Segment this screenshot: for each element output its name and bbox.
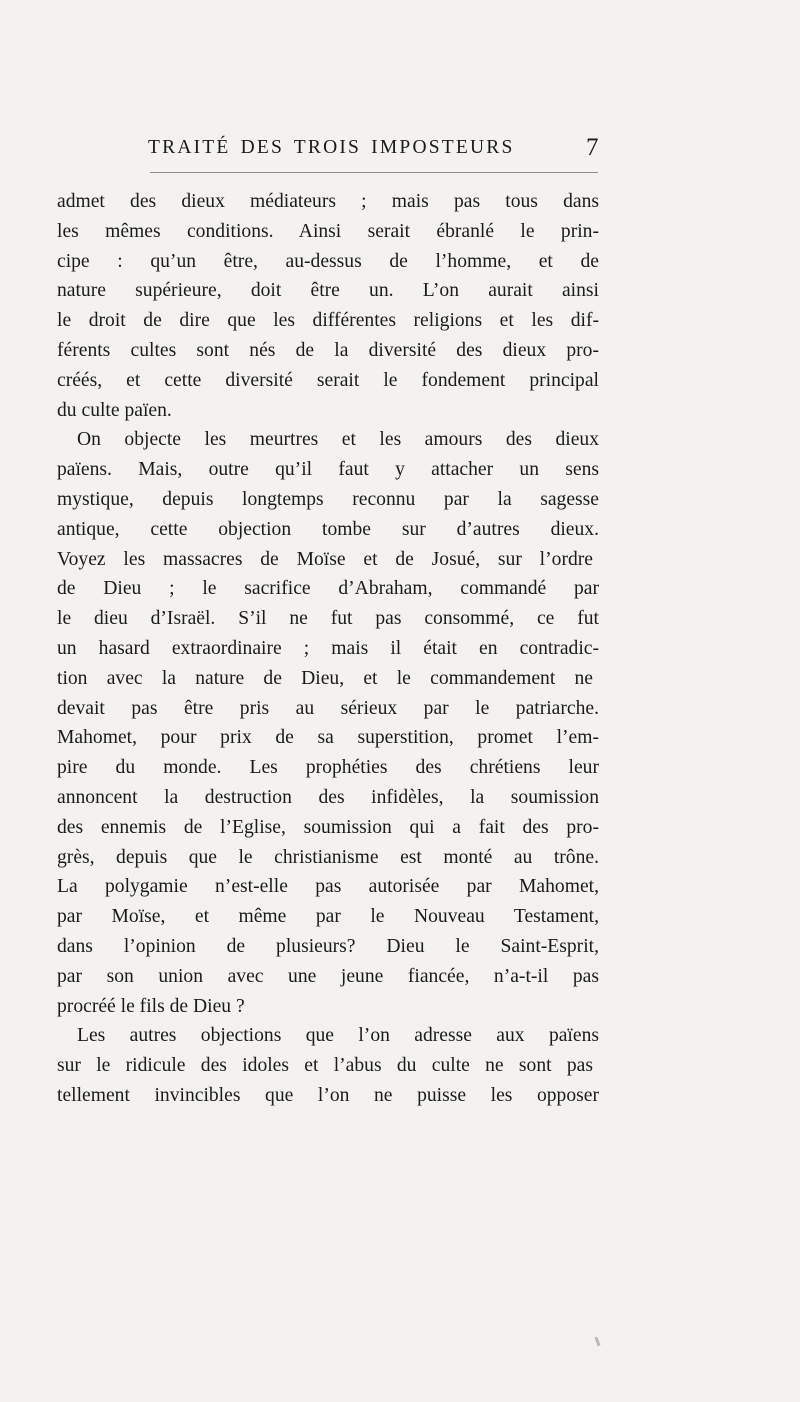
text-line: grès, depuis que le christianisme est monté au trône. <box>57 846 599 868</box>
text-line: créés, et cette diversité serait le fondement principal <box>57 369 599 391</box>
text-line: païens. Mais, outre qu’il faut y attacher un sens <box>57 459 599 481</box>
text-line: admet des dieux médiateurs ; mais pas tous dans <box>57 191 599 212</box>
text-line: Voyez les massacres de Moïse et de Josué, sur l’ordre <box>57 548 593 570</box>
stray-ink-mark <box>595 1337 601 1346</box>
text-line: procréé le fils de Dieu ? <box>57 995 245 1017</box>
page-number: 7 <box>586 134 599 161</box>
text-line: tion avec la nature de Dieu, et le commandement ne <box>57 667 593 689</box>
header-rule <box>150 172 598 173</box>
text-line: antique, cette objection tombe sur d’autres dieux. <box>57 518 599 540</box>
text-line: par Moïse, et même par le Nouveau Testament, <box>57 906 599 928</box>
text-line: le droit de dire que les différentes religions et les dif- <box>57 310 599 332</box>
text-line: nature supérieure, doit être un. L’on aurait ainsi <box>57 280 599 302</box>
text-line: des ennemis de l’Eglise, soumission qui a fait des pro- <box>57 816 599 838</box>
text-line: La polygamie n’est-elle pas autorisée par Mahomet, <box>57 876 599 898</box>
text-line: du culte païen. <box>57 399 172 421</box>
text-line: pire du monde. Les prophéties des chrétiens leur <box>57 757 599 779</box>
running-title: TRAITÉ DES TROIS IMPOSTEURS <box>148 137 515 158</box>
text-line: Mahomet, pour prix de sa superstition, promet l’em- <box>57 727 599 749</box>
text-line: le dieu d’Israël. S’il ne fut pas consommé, ce fut <box>57 608 599 630</box>
running-head <box>0 133 800 163</box>
text-line: sur le ridicule des idoles et l’abus du culte ne sont pas <box>57 1055 593 1077</box>
text-line: par son union avec une jeune fiancée, n’a-t-il pas <box>57 965 599 987</box>
text-line: de Dieu ; le sacrifice d’Abraham, commandé par <box>57 578 599 600</box>
text-line: cipe : qu’un être, au-dessus de l’homme, et de <box>57 250 599 272</box>
text-line: tellement invincibles que l’on ne puisse les opposer <box>57 1084 599 1106</box>
text-line: annoncent la destruction des infidèles, la soumission <box>57 786 599 808</box>
text-line: férents cultes sont nés de la diversité des dieux pro- <box>57 339 599 361</box>
text-line: devait pas être pris au sérieux par le patriarche. <box>57 697 599 719</box>
text-line: Les autres objections que l’on adresse aux païens <box>77 1025 599 1047</box>
text-line: On objecte les meurtres et les amours des dieux <box>77 429 599 451</box>
body-text <box>57 187 599 1111</box>
text-line: un hasard extraordinaire ; mais il était en contradic- <box>57 637 599 659</box>
text-line: mystique, depuis longtemps reconnu par la sagesse <box>57 488 599 510</box>
text-line: les mêmes conditions. Ainsi serait ébranlé le prin- <box>57 220 599 242</box>
text-line: dans l’opinion de plusieurs? Dieu le Saint-Esprit, <box>57 935 599 957</box>
